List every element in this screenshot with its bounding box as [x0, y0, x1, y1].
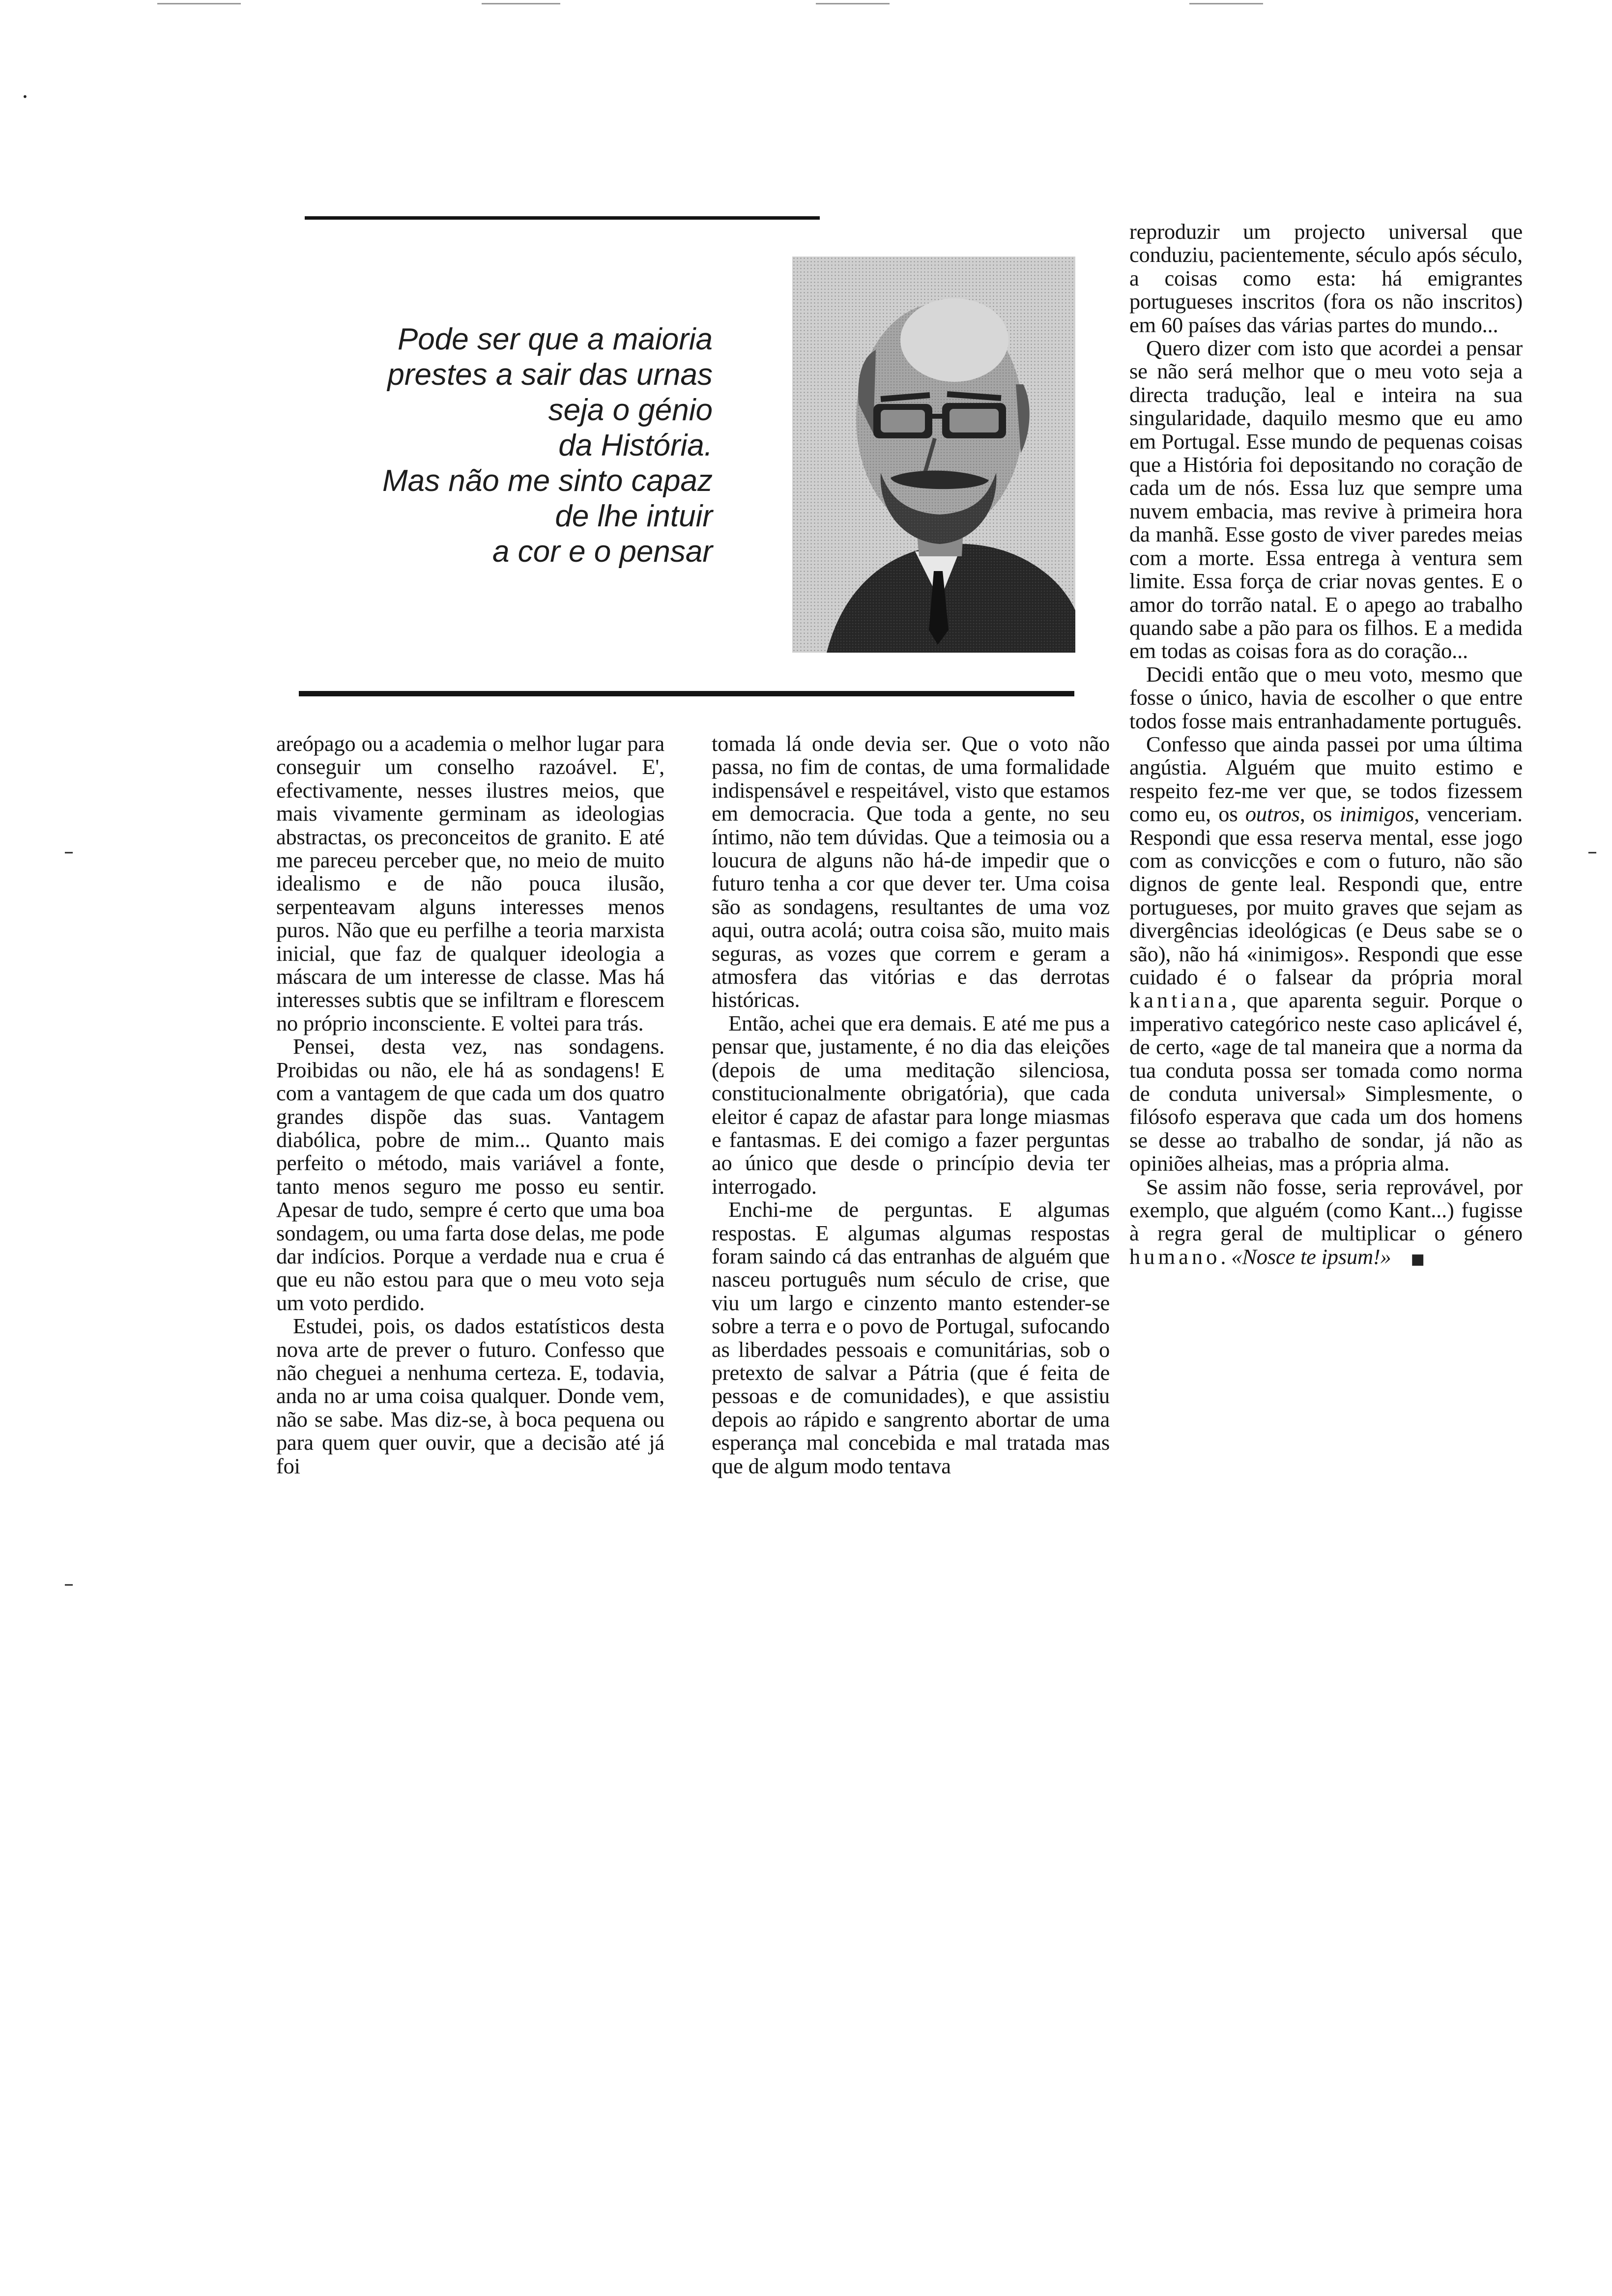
spaced-text: kantiana	[1129, 988, 1231, 1013]
text-run: , os	[1299, 802, 1340, 827]
section-divider-rule	[299, 691, 1074, 696]
paragraph: Então, achei que era demais. E até me pus a pensar que, justamente, é no dia das eleições (depois de uma meditação silenciosa, constitucionalmente obrigatória), que cada eleitor é capaz de afastar para longe miasmas e fantasmas. E dei comigo a fazer perguntas ao único que desde o princípio devia ter interrogado.	[712, 1010, 1110, 1199]
paragraph	[1129, 733, 1523, 1176]
paragraph: areópago ou a academia o melhor lugar para conseguir um conselho razoável. E', efectivamente, nesses ilustres meios, que mais vivamente germinam as ideologias abstractas, os preconceitos de granito. E até me pareceu perceber que, no meio de muito idealismo e de não pouca ilusão, serpenteavam alguns interesses menos puros. Não que eu perfilhe a teoria marxista inicial, que faz de qualquer ideologia a máscara de um interesse de classe. Mas há interesses subtis que se infiltram e florescem no próprio inconsciente. E voltei para trás.	[276, 731, 664, 1035]
paragraph: Estudei, pois, os dados estatísticos desta nova arte de prever o futuro. Confesso que não cheguei a nenhuma certeza. E, todavia, anda no ar uma coisa qualquer. Donde vem, não se sabe. Mas diz-se, à boca pequena ou para quem quer ouvir, que a decisão até já foi	[276, 1314, 664, 1478]
margin-speck: •	[22, 91, 28, 103]
paragraph: reproduzir um projecto universal que conduziu, pacientemente, século após século, a coisas como esta: há emigrantes portugueses inscritos (fora os não inscritos) em 60 países das várias partes do mundo...	[1129, 219, 1523, 337]
pull-quote-line: prestes a sair das urnas	[387, 358, 713, 392]
paragraph: Decidi então que o meu voto, mesmo que fosse o único, havia de escolher o que entre todos fosse mais entranhadamente português.	[1129, 661, 1523, 733]
margin-tick: –	[1587, 840, 1597, 863]
portrait-illustration	[792, 257, 1075, 653]
paragraph: Pensei, desta vez, nas sondagens. Proibidas ou não, ele há as sondagens! E com a vantagem de que cada um dos quatro grandes dispõe das suas. Vantagem diabólica, pobre de mim... Quanto mais perfeito o método, mais variável a fonte, tanto menos seguro me posso eu sentir. Apesar de tudo, sempre é certo que uma boa sondagem, ou uma farta dose delas, me pode dar indícios. Porque a verdade nua e crua é que eu não estou para que o meu voto seja um voto perdido.	[276, 1034, 664, 1315]
paragraph: tomada lá onde devia ser. Que o voto não passa, no fim de contas, de uma formalidade indispensável e respeitável, visto que estamos em democracia. Que toda a gente, no seu íntimo, não tem dúvidas. Que a teimosia ou a loucura de alguns não há-de impedir que o futuro tenha a cor que dever ter. Uma coisa são as sondagens, resultantes de uma voz aqui, outra acolá; outra coisa são, muito mais seguras, as vozes que correm e geram a atmosfera das vitórias e das derrotas históricas.	[712, 731, 1110, 1012]
text-run: , que aparenta seguir. Porque o imperativo categórico neste caso aplicável é, de certo, «age de tal maneira que a norma da tua conduta possa ser tomada como norma de conduta universal» Simplesmente, o filósofo esperava que cada um dos homens se desse ao trabalho de sondar, já não as opiniões alheias, mas a própria alma.	[1129, 988, 1523, 1176]
text-run: .	[1220, 1244, 1232, 1269]
article-column-1	[276, 732, 664, 1478]
pull-quote-line: de lhe intuir	[555, 499, 713, 533]
pull-quote-line: a cor e o pensar	[492, 535, 713, 569]
scan-edge-mark	[157, 3, 241, 4]
end-mark: ■	[1410, 1250, 1425, 1268]
emphasis-text: outros	[1245, 802, 1300, 827]
article-column-3	[1129, 220, 1523, 1271]
text-run: Se assim não fosse, seria reprovável, por exemplo, que alguém (como Kant...) fugisse à regra geral de multiplicar o género	[1129, 1174, 1523, 1246]
paragraph: Quero dizer com isto que acordei a pensar se não será melhor que o meu voto seja a directa tradução, leal e inteira na sua singularidade, daquilo mesmo que eu amo em Portugal. Esse mundo de pequenas coisas que a História foi depositando no coração de cada um de nós. Essa luz que sempre uma nuvem embacia, mas revive à primeira hora da manhã. Esse gosto de viver paredes meias com a morte. Essa entrega à ventura sem limite. Essa força de criar novas gentes. E o amor do torrão natal. E o apego ao trabalho quando sabe a pão para os filhos. E a medida em todas as coisas fora as do coração...	[1129, 336, 1523, 663]
emphasis-text: inimigos	[1339, 802, 1414, 827]
article-column-2	[712, 732, 1110, 1478]
paragraph: Enchi-me de perguntas. E algumas respostas. E algumas algumas respostas foram saindo cá das entranhas de alguém que nasceu português num século de crise, que viu um largo e cinzento manto estender-se sobre a terra e o povo de Portugal, sufocando as liberdades pessoais e comunitárias, sob o pretexto de salvar a Pátria (que é feita de pessoas e de comunidades), e que assistiu depois ao rápido e sangrento abortar de uma esperança mal concebida e mal tratada mas que de algum modo tentava	[712, 1197, 1110, 1478]
spaced-text: humano	[1129, 1244, 1221, 1269]
closing-quote: «Nosce te ipsum!»	[1231, 1244, 1391, 1269]
margin-tick: –	[64, 1573, 74, 1595]
scan-edge-mark	[816, 3, 890, 4]
scan-edge-mark	[482, 3, 560, 4]
pull-quote-line: Pode ser que a maioria	[397, 322, 713, 356]
scan-edge-mark	[1189, 3, 1263, 4]
pull-quote	[275, 322, 713, 570]
pull-quote-line: da História.	[558, 429, 713, 462]
text-run: Confesso que ainda passei por uma última angústia. Alguém que muito estimo e respeito fez-me ver que, se todos fizessem como eu, os	[1129, 731, 1523, 827]
margin-tick: –	[64, 840, 74, 863]
pull-quote-line: seja o génio	[548, 393, 713, 427]
text-run: , venceriam. Respondi que essa reserva mental, esse jogo com as convicções e com o futuro, não são dignos de gente leal. Respondi que, entre portugueses, por muito graves que sejam as divergências ideológicas (e Deus sabe se o são), não há «inimigos». Respondi que esse cuidado é o falsear da própria moral	[1129, 802, 1523, 989]
top-rule	[305, 216, 820, 220]
portrait-photo	[792, 257, 1075, 653]
pull-quote-line: Mas não me sinto capaz	[382, 464, 713, 498]
paragraph	[1129, 1176, 1523, 1271]
